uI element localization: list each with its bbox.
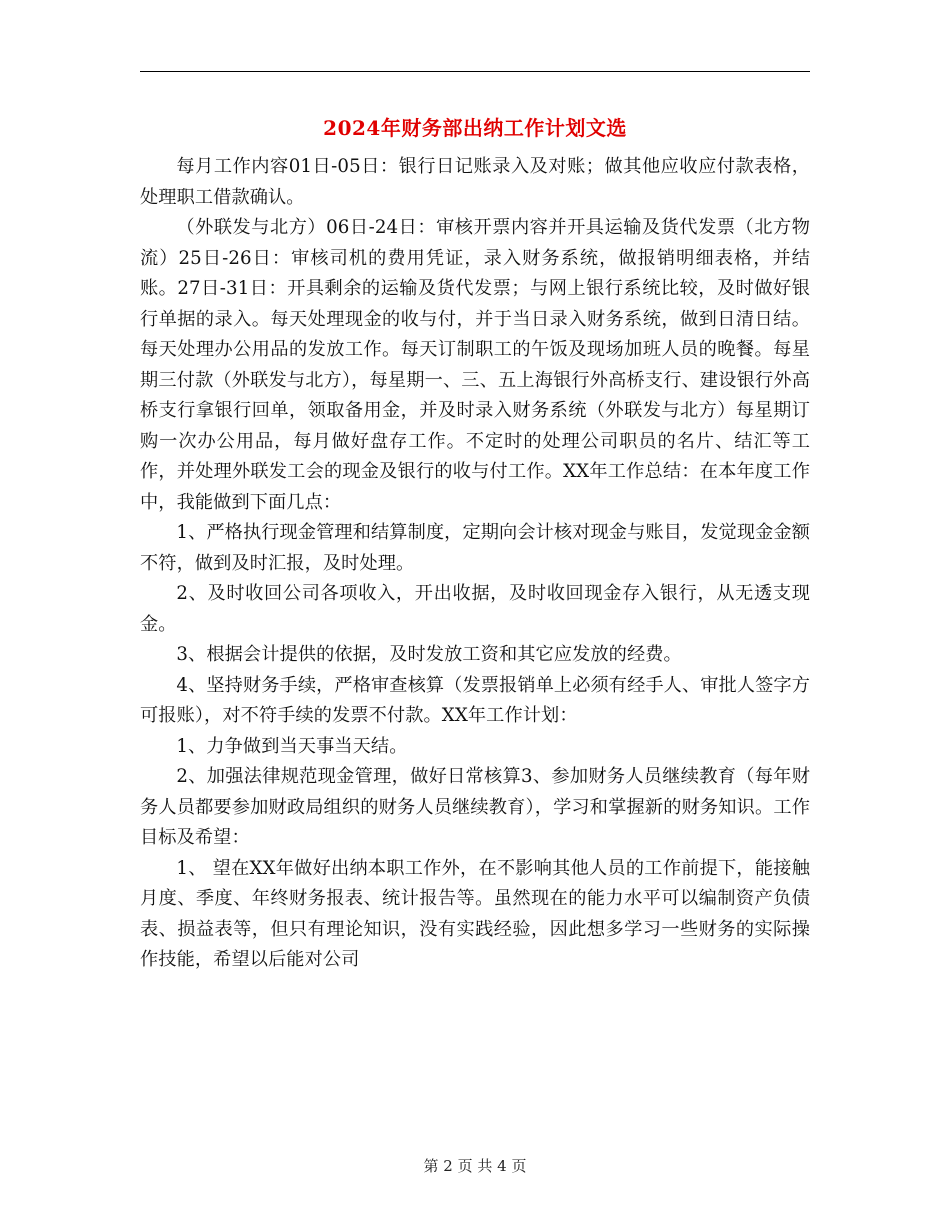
- header-rule: [140, 71, 810, 72]
- paragraph-monthly-schedule: 每月工作内容01日-05日：银行日记账录入及对账；做其他应收应付款表格，处理职工借款确认。: [140, 156, 810, 208]
- paragraph-goal-item-1: 1、 望在XX年做好出纳本职工作外，在不影响其他人员的工作前提下，能接触月度、季度、年终财务报表、统计报告等。虽然现在的能力水平可以编制资产负债表、损益表等，但只有理论知识，没有实践经验，因此想多学习一些财务的实际操作技能，希望以后能对公司: [140, 857, 810, 970]
- document-title: 2024年财务部出纳工作计划文选: [323, 116, 627, 140]
- paragraph-summary-item-2: 2、及时收回公司各项收入，开出收据，及时收回现金存入银行，从无透支现金。: [140, 583, 810, 635]
- paragraph-summary-item-3: 3、根据会计提供的依据，及时发放工资和其它应发放的经费。: [176, 644, 682, 665]
- document-body: [140, 152, 810, 976]
- paragraph-summary-item-1: 1、严格执行现金管理和结算制度，定期向会计核对现金与账目，发觉现金金额不符，做到及时汇报，及时处理。: [140, 522, 810, 574]
- paragraph-plan-item-1: 1、力争做到当天事当天结。: [176, 735, 408, 757]
- paragraph-summary-item-4: 4、坚持财务手续，严格审查核算（发票报销单上必须有经手人、审批人签字方可报账），对不符手续的发票不付款。XX年工作计划：: [140, 674, 810, 726]
- paragraph-duties-and-summary: （外联发与北方）06日-24日：审核开票内容并开具运输及货代发票（北方物流）25日-26日：审核司机的费用凭证，录入财务系统，做报销明细表格，并结账。27日-31日：开具剩余的运输及货代发票；与网上银行系统比较，及时做好银行单据的录入。每天处理现金的收与付，并于当日录入财务系统，做到日清日结。每天处理办公用品的发放工作。每天订制职工的午饭及现场加班人员的晚餐。每星期三付款（外联发与北方），每星期一、三、五上海银行外高桥支行、建设银行外高桥支行拿银行回单，领取备用金，并及时录入财务系统（外联发与北方）每星期订购一次办公用品，每月做好盘存工作。不定时的处理公司职员的名片、结汇等工作，并处理外联发工会的现金及银行的收与付工作。XX年工作总结：在本年度工作中，我能做到下面几点：: [140, 217, 810, 513]
- page-number: 第 2 页 共 4 页: [423, 1157, 527, 1175]
- paragraph-plan-item-2: 2、加强法律规范现金管理，做好日常核算3、参加财务人员继续教育（每年财务人员都要参加财政局组织的财务人员继续教育），学习和掌握新的财务知识。工作目标及希望：: [140, 766, 810, 848]
